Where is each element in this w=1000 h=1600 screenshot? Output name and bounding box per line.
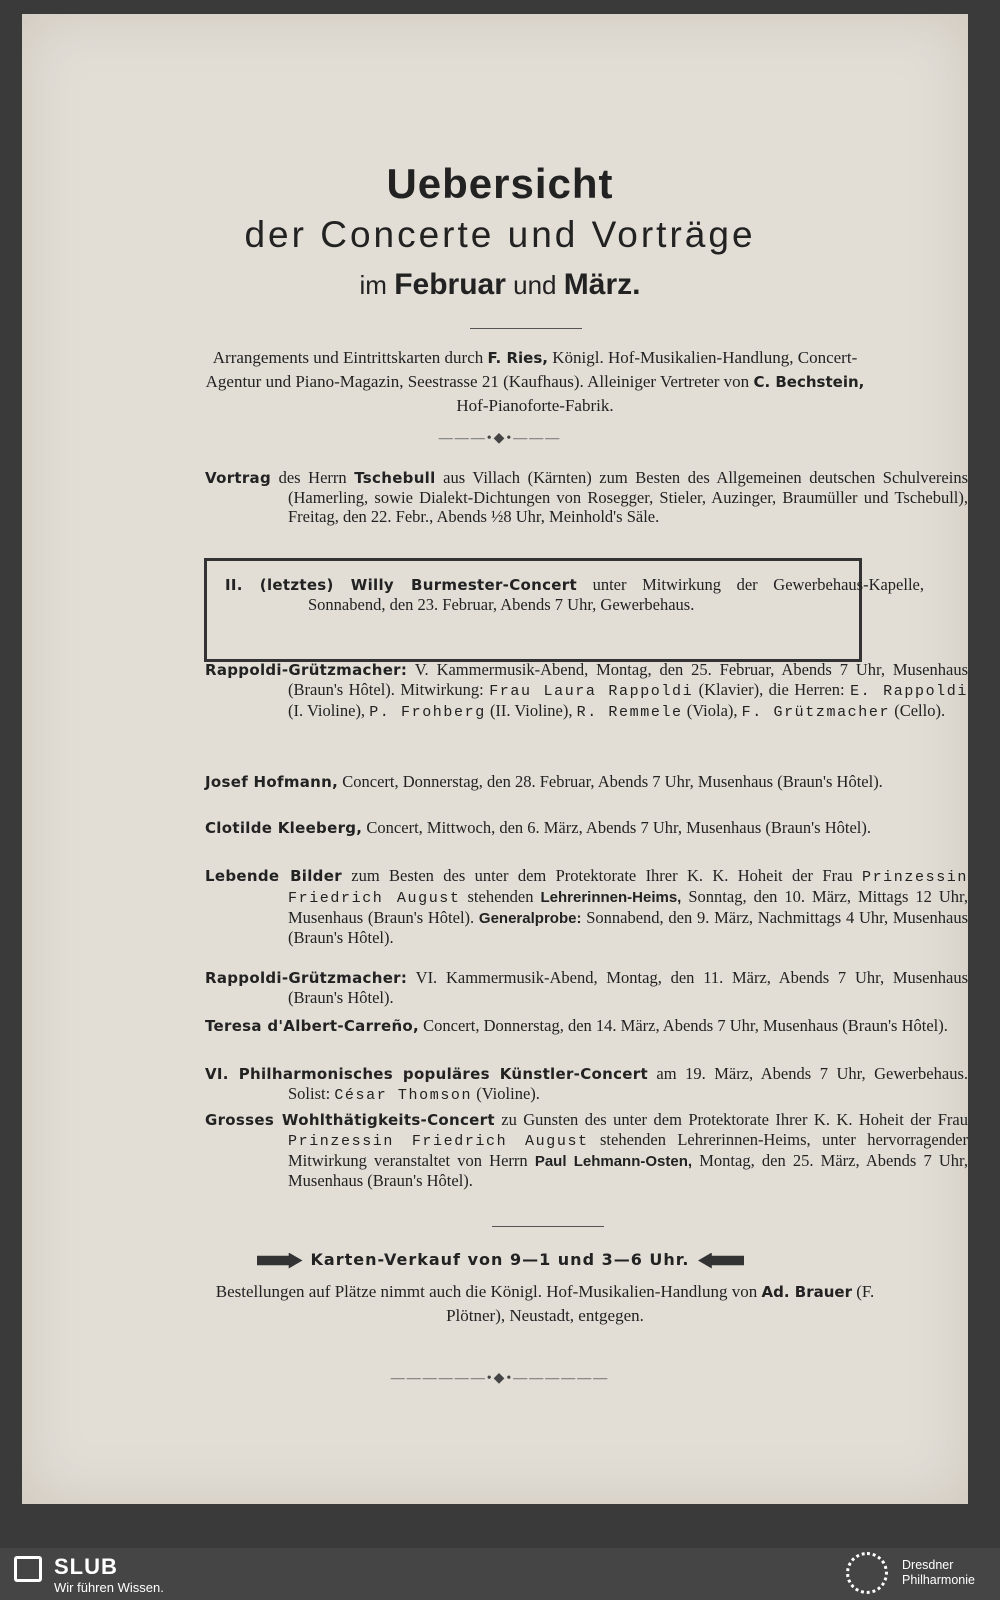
- page-title: Uebersicht: [386, 160, 614, 207]
- event-heading: VI. Philharmonisches populäres Künstler-Concert: [205, 1065, 648, 1083]
- ornament-divider: ———•◆•———: [438, 431, 562, 446]
- event-entry: [225, 575, 924, 614]
- event-text: VI. Kammermusik-Abend, Montag, den 11. März, Abends 7 Uhr, Musenhaus (Braun's Hôtel).: [288, 968, 968, 1007]
- event-emphasis: Lehrerinnen-Heims,: [540, 889, 682, 906]
- event-heading: Josef Hofmann,: [205, 773, 339, 791]
- performer-name: E. Rappoldi: [850, 683, 968, 700]
- period-mid: und: [513, 270, 557, 300]
- pointing-hand-icon: [257, 1253, 303, 1269]
- event-heading: Grosses Wohlthätigkeits-Concert: [205, 1111, 495, 1129]
- intro-text-e: Hof-Pianoforte-Fabrik.: [456, 396, 614, 415]
- event-entry: [205, 772, 968, 792]
- event-text: V. Kammermusik-Abend, Montag, den 25. Februar, Abends 7 Uhr, Musenhaus (Braun's Hôtel). Mitwirkung:: [288, 660, 968, 699]
- event-text: zu Gunsten des unter dem Protektorate Ihrer K. K. Hoheit der Frau: [494, 1110, 968, 1129]
- event-entry: [205, 866, 968, 947]
- event-text: Sonntag, den 10. März, Mittags 12 Uhr, Musenhaus (Braun's Hôtel).: [288, 887, 968, 927]
- pointing-hand-icon: [698, 1253, 744, 1269]
- intro-ries: F. Ries,: [487, 349, 548, 367]
- patron-name: Prinzessin Friedrich August: [288, 869, 968, 907]
- event-heading: Rappoldi-Grützmacher:: [205, 661, 408, 679]
- booking-brauer: Ad. Brauer: [761, 1283, 852, 1301]
- philharmonie-line2: Philharmonie: [902, 1573, 975, 1587]
- event-text: unter Mitwirkung der Gewerbehaus-Kapelle, Sonnabend, den 23. Februar, Abends 7 Uhr, Gewerbehaus.: [308, 575, 924, 614]
- performer-name: P. Frohberg: [369, 704, 486, 721]
- event-text: des Herrn: [271, 468, 355, 487]
- period-pre: im: [359, 270, 387, 300]
- philharmonie-line1: Dresdner: [902, 1558, 954, 1572]
- event-emphasis: Generalprobe:: [478, 910, 582, 927]
- event-entry: [205, 968, 968, 1007]
- intro-text-c: Königl. Hof-Musikalien-Handlung, Concert-Agentur und Piano-Magazin, Seestrasse 21 (Kaufhaus). Alleiniger Vertreter von: [205, 348, 858, 391]
- philharmonie-logo-icon: [846, 1552, 888, 1594]
- event-text: Concert, Donnerstag, den 14. März, Abends 7 Uhr, Musenhaus (Braun's Hôtel).: [419, 1016, 948, 1035]
- event-text: stehenden Lehrerinnen-Heims, unter hervorragender Mitwirkung veranstaltet von Herrn: [288, 1130, 968, 1170]
- booking-text-c: (F. Plötner), Neustadt, entgegen.: [446, 1282, 875, 1325]
- period-month2: März.: [563, 268, 641, 301]
- event-text: (Viola),: [682, 701, 742, 720]
- event-heading: II. (letztes) Willy Burmester-Concert: [225, 576, 577, 594]
- footer-bar: [0, 1548, 1000, 1600]
- event-text: am 19. März, Abends 7 Uhr, Gewerbehaus. Solist:: [288, 1064, 968, 1103]
- event-entry: [205, 1016, 968, 1036]
- intro-text-a: Arrangements und Eintrittskarten durch: [212, 348, 484, 367]
- patron-name: Prinzessin Friedrich August: [288, 1133, 589, 1150]
- booking-note: [190, 1280, 900, 1328]
- event-text: (I. Violine),: [288, 701, 370, 720]
- performer-name: R. Remmele: [576, 704, 683, 721]
- event-heading: Clotilde Kleeberg,: [205, 819, 363, 837]
- event-text: Concert, Mittwoch, den 6. März, Abends 7 Uhr, Musenhaus (Braun's Hôtel).: [362, 818, 871, 837]
- slub-logo-icon: [14, 1556, 42, 1582]
- event-emphasis: Paul Lehmann-Osten,: [534, 1153, 693, 1170]
- slub-tagline: Wir führen Wissen.: [54, 1580, 164, 1595]
- event-text: zum Besten des unter dem Protektorate Ihrer K. K. Hoheit der Frau: [341, 866, 862, 885]
- performer-name: F. Grützmacher: [741, 704, 891, 721]
- divider-rule: [470, 328, 582, 329]
- event-text: Concert, Donnerstag, den 28. Februar, Abends 7 Uhr, Musenhaus (Braun's Hôtel).: [338, 772, 883, 791]
- highlight-box: [204, 558, 924, 662]
- event-person: Tschebull: [354, 469, 436, 487]
- intro-bechstein: C. Bechstein,: [753, 373, 865, 391]
- event-text: aus Villach (Kärnten) zum Besten des Allgemeinen deutschen Schulvereins (Hamerling, sowie Dialekt-Dichtungen von Rosegger, Stieler, Auzinger, Braumüller und Tschebull), Freitag, den 22. Febr., Abends ½8 Uhr, Meinhold's Säle.: [288, 468, 968, 526]
- event-entry: [205, 818, 968, 838]
- event-heading: Rappoldi-Grützmacher:: [205, 969, 408, 987]
- event-entry: [205, 660, 968, 722]
- divider-rule: [492, 1226, 604, 1227]
- event-text: (Cello).: [890, 701, 946, 720]
- intro-paragraph: [190, 346, 880, 417]
- event-text: Montag, den 25. März, Abends 7 Uhr, Musenhaus (Braun's Hôtel).: [288, 1151, 968, 1190]
- event-entry: [205, 468, 968, 526]
- event-text: Sonnabend, den 9. März, Nachmittags 4 Uhr, Musenhaus (Braun's Hôtel).: [288, 908, 969, 947]
- event-text: (II. Violine),: [485, 701, 577, 720]
- event-text: (Klavier), die Herren:: [693, 680, 851, 699]
- page-subtitle: der Concerte und Vorträge: [244, 214, 756, 255]
- event-heading: Lebende Bilder: [205, 867, 342, 885]
- event-heading: Vortrag: [205, 469, 272, 487]
- performer-name: Frau Laura Rappoldi: [489, 683, 694, 700]
- philharmonie-name[interactable]: [902, 1558, 975, 1588]
- booking-text-a: Bestellungen auf Plätze nimmt auch die Königl. Hof-Musikalien-Handlung von: [215, 1282, 758, 1301]
- event-text: (Violine).: [472, 1084, 540, 1103]
- ticket-sale-line: [0, 1250, 1000, 1269]
- slub-name[interactable]: SLUB: [54, 1554, 118, 1579]
- period-month1: Februar: [394, 268, 506, 301]
- event-text: stehenden: [460, 887, 541, 906]
- ornament-divider: ——————•◆•——————: [390, 1371, 610, 1386]
- event-entry: [205, 1110, 968, 1190]
- event-entry: [205, 1064, 968, 1105]
- event-heading: Teresa d'Albert-Carreño,: [205, 1017, 420, 1035]
- ticket-sale-text: Karten-Verkauf von 9—1 und 3—6 Uhr.: [310, 1250, 690, 1269]
- performer-name: César Thomson: [334, 1087, 473, 1104]
- period-line: [0, 268, 1000, 302]
